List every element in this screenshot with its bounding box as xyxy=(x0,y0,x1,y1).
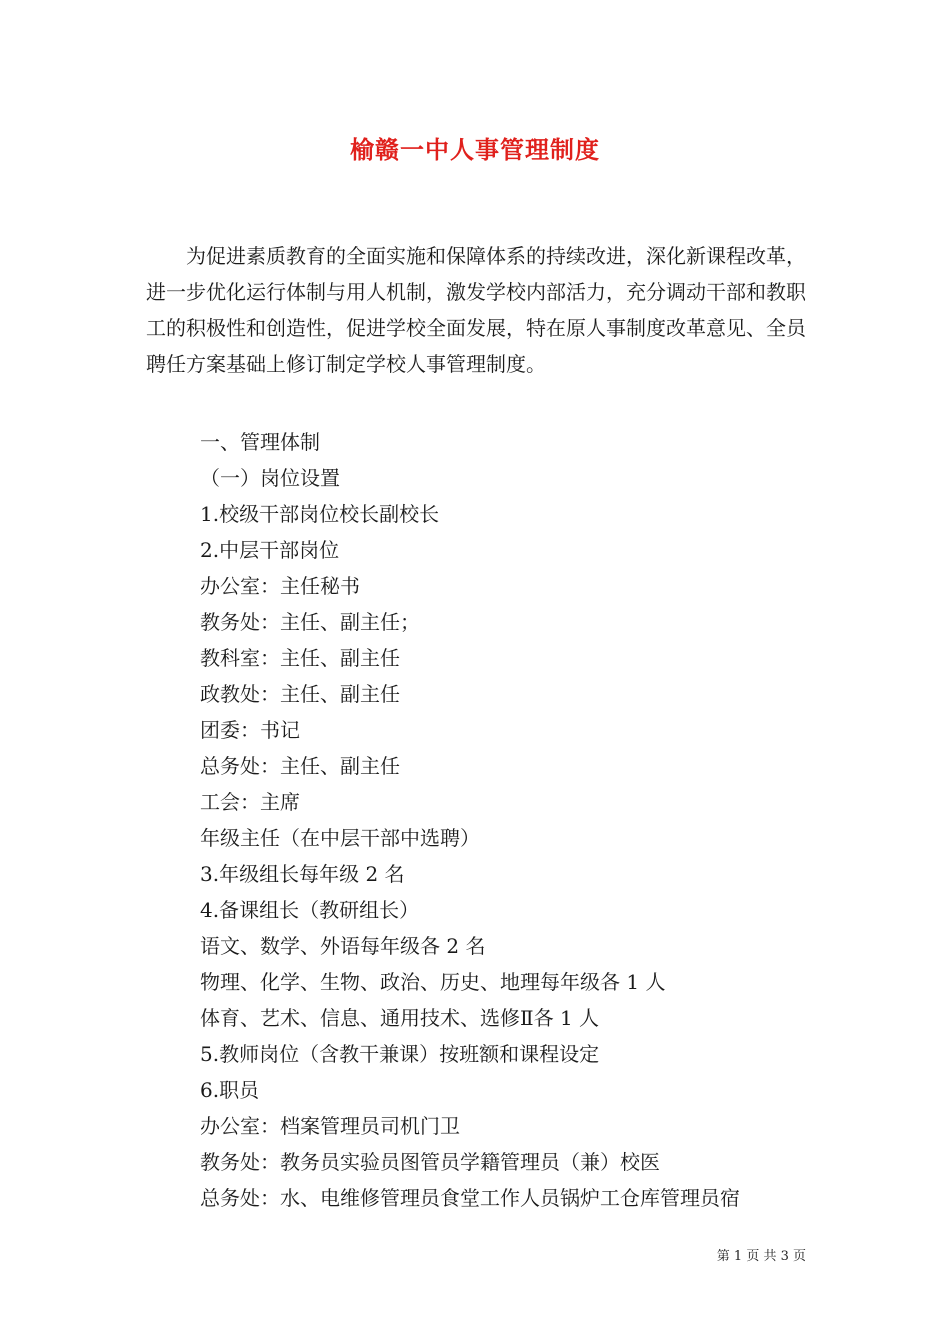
content-line: 办公室：主任秘书 xyxy=(200,574,360,598)
subsection-heading: （一）岗位设置 xyxy=(200,466,340,490)
content-line: 3.年级组长每年级 2 名 xyxy=(200,862,405,886)
content-line: 教务处：主任、副主任； xyxy=(200,610,420,634)
content-line: 政教处：主任、副主任 xyxy=(200,682,400,706)
content-line: 1.校级干部岗位校长副校长 xyxy=(200,502,440,526)
content-line: 6.职员 xyxy=(200,1078,260,1102)
content-line: 5.教师岗位（含教干兼课）按班额和课程设定 xyxy=(200,1042,600,1066)
content-line: 教科室：主任、副主任 xyxy=(200,646,400,670)
content-line: 语文、数学、外语每年级各 2 名 xyxy=(200,934,486,958)
content-line: 团委：书记 xyxy=(200,718,300,742)
content-line: 总务处：主任、副主任 xyxy=(200,754,400,778)
content-line: 物理、化学、生物、政治、历史、地理每年级各 1 人 xyxy=(200,970,666,994)
section-heading: 一、管理体制 xyxy=(200,430,320,454)
page-footer: 第 1 页 共 3 页 xyxy=(716,1249,806,1264)
content-line: 体育、艺术、信息、通用技术、选修Ⅱ各 1 人 xyxy=(200,1006,600,1030)
content-line: 总务处：水、电维修管理员食堂工作人员锅炉工仓库管理员宿 xyxy=(200,1186,740,1210)
document-title: 榆赣一中人事管理制度 xyxy=(350,135,600,164)
content-lines xyxy=(200,424,820,1216)
intro-paragraph: 为促进素质教育的全面实施和保障体系的持续改进，深化新课程改革，进一步优化运行体制与用人机制，激发学校内部活力，充分调动干部和教职工的积极性和创造性，促进学校全面发展，特在原人事制度改革意见、全员聘任方案基础上修订制定学校人事管理制度。 xyxy=(146,244,806,376)
content-line: 2.中层干部岗位 xyxy=(200,538,340,562)
content-line: 年级主任（在中层干部中选聘） xyxy=(200,826,480,850)
content-line: 教务处：教务员实验员图管员学籍管理员（兼）校医 xyxy=(200,1150,660,1174)
content-line: 办公室：档案管理员司机门卫 xyxy=(200,1114,460,1138)
content-line: 4.备课组长（教研组长） xyxy=(200,898,420,922)
content-line: 工会：主席 xyxy=(200,790,300,814)
